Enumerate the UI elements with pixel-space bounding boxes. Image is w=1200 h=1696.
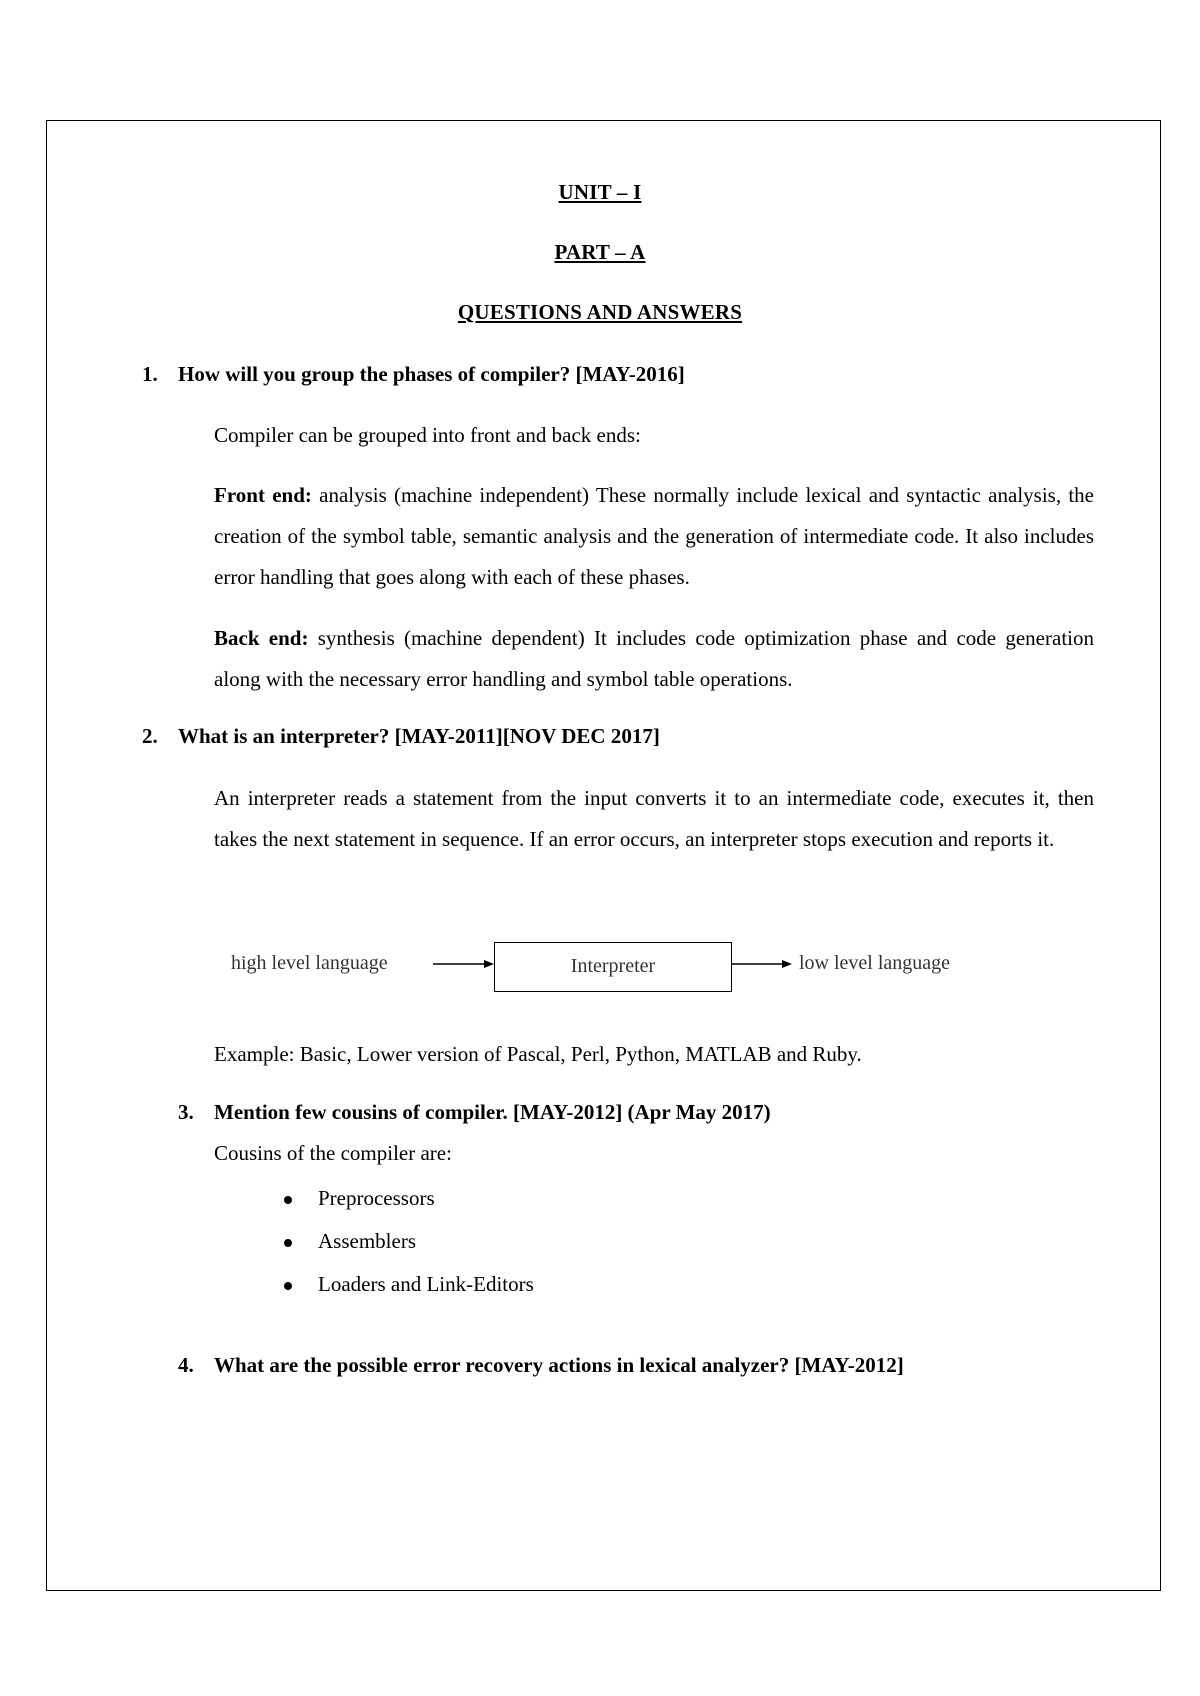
q1-back-end-paragraph <box>214 618 1094 700</box>
question-4-text: What are the possible error recovery actions in lexical analyzer? [MAY-2012] <box>214 1353 904 1377</box>
list-item <box>280 1272 534 1315</box>
q1-intro: Compiler can be grouped into front and back ends: <box>214 423 641 447</box>
question-3 <box>178 1100 771 1125</box>
list-item-text: Loaders and Link-Editors <box>318 1272 534 1296</box>
q1-front-end-paragraph <box>214 475 1094 598</box>
question-2-text: What is an interpreter? [MAY-2011][NOV DEC 2017] <box>178 724 660 748</box>
list-item <box>280 1186 534 1229</box>
input-arrow-head-icon <box>484 960 494 968</box>
bullet-icon <box>284 1196 292 1204</box>
cousins-list <box>280 1186 534 1315</box>
front-end-label: Front end: <box>214 483 312 507</box>
question-4 <box>178 1353 904 1378</box>
output-arrow-head-icon <box>782 960 792 968</box>
q2-answer: An interpreter reads a statement from the input converts it to an intermediate code, executes it, then takes the next statement in sequence. If an error occurs, an interpreter stops execution and reports it. <box>214 786 1094 851</box>
question-4-number: 4. <box>178 1353 194 1377</box>
bullet-icon <box>284 1282 292 1290</box>
qa-heading: QUESTIONS AND ANSWERS <box>457 300 743 324</box>
question-1-text: How will you group the phases of compiler? [MAY-2016] <box>178 362 685 386</box>
diagram-input-label: high level language <box>231 952 388 974</box>
question-2-number: 2. <box>142 724 158 748</box>
part-heading: PART – A <box>554 240 646 264</box>
front-end-text: analysis (machine independent) These normally include lexical and syntactic analysis, the creation of the symbol table, semantic analysis and the generation of intermediate code. It also includes error handling that goes along with each of these phases. <box>214 483 1094 589</box>
interpreter-diagram <box>225 938 1005 998</box>
back-end-text: synthesis (machine dependent) It includes code optimization phase and code generation along with the necessary error handling and symbol table operations. <box>214 626 1094 691</box>
q2-example: Example: Basic, Lower version of Pascal, Perl, Python, MATLAB and Ruby. <box>214 1042 862 1066</box>
bullet-icon <box>284 1239 292 1247</box>
unit-heading: UNIT – I <box>558 180 642 204</box>
back-end-label: Back end: <box>214 626 309 650</box>
list-item-text: Preprocessors <box>318 1186 435 1210</box>
list-item <box>280 1229 534 1272</box>
question-3-number: 3. <box>178 1100 194 1124</box>
list-item-text: Assemblers <box>318 1229 416 1253</box>
question-3-text: Mention few cousins of compiler. [MAY-2012] (Apr May 2017) <box>214 1100 771 1124</box>
q3-intro: Cousins of the compiler are: <box>214 1141 452 1165</box>
question-2 <box>142 724 660 749</box>
interpreter-box: Interpreter <box>494 942 732 992</box>
question-1 <box>142 362 685 387</box>
question-1-number: 1. <box>142 362 158 386</box>
diagram-output-label: low level language <box>799 952 951 974</box>
